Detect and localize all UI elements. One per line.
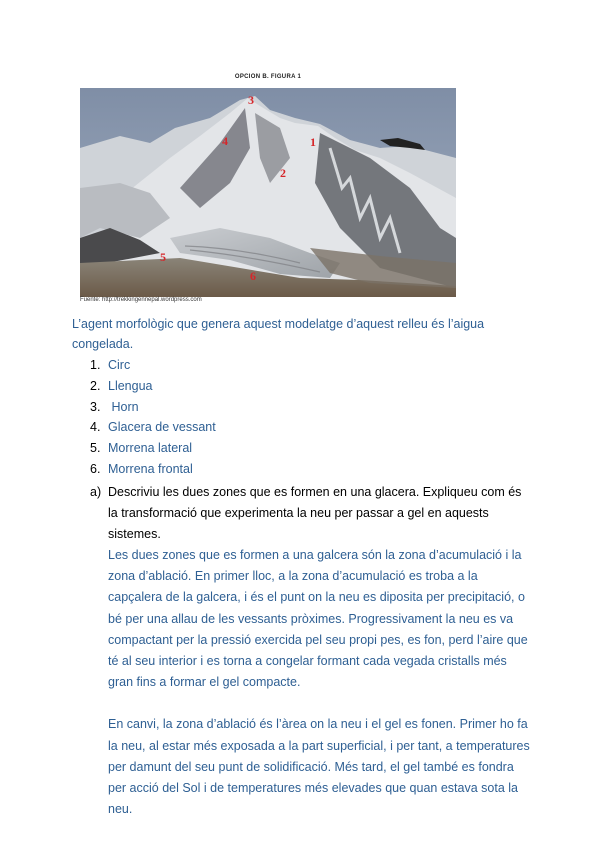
question-number: a) <box>90 485 102 499</box>
list-label: Horn <box>108 399 139 414</box>
list-label: Morrena lateral <box>108 441 193 456</box>
list-label: Glacera de vessant <box>108 420 216 435</box>
list-number: 1. <box>90 358 101 372</box>
list-number: 2. <box>90 378 101 393</box>
marker-1: 1 <box>310 135 316 149</box>
list-number: 3. <box>90 399 101 414</box>
glacier-photo <box>80 88 456 297</box>
marker-6: 6 <box>250 269 256 283</box>
marker-5: 5 <box>160 250 166 264</box>
intro-paragraph: L’agent morfològic que genera aquest modelatge d’aquest relleu és l’aigua congelada. <box>72 317 485 351</box>
list-item <box>90 355 216 376</box>
question-text: Descriviu les dues zones que es formen en una glacera. Expliqueu com és la transformació que experimenta la neu per passar a gel en aquests sistemes. <box>108 485 522 541</box>
marker-4: 4 <box>222 134 228 148</box>
list-number: 5. <box>90 441 101 456</box>
list-label: Circ <box>108 358 131 372</box>
list-item <box>90 376 216 397</box>
marker-3: 3 <box>248 93 254 107</box>
list-number: 4. <box>90 420 101 435</box>
list-number: 6. <box>90 461 101 476</box>
figure-title: OPCION B. FIGURA 1 <box>234 74 302 80</box>
list-item <box>90 417 216 438</box>
list-item <box>90 459 216 480</box>
answer-paragraph-2: En canvi, la zona d’ablació és l’àrea on la neu i el gel es fonen. Primer ho fa la neu, al estar més exposada a la part superficial, i per tant, a temperatures per damunt del seu punt de solidificació. Més tard, el gel també es fondra per acció del Sol i de temperatures més elevades que quan estava sota la neu. <box>108 717 530 817</box>
question-block <box>90 482 530 820</box>
marker-2: 2 <box>280 166 286 180</box>
list-item <box>90 397 216 418</box>
figure-source: Fuente: http://trekkingennepal.wordpress.com <box>80 297 202 303</box>
list-label: Llengua <box>108 378 153 393</box>
list-label: Morrena frontal <box>108 461 193 476</box>
answer-paragraph-1: Les dues zones que es formen a una galcera són la zona d’acumulació i la zona d’ablació. En primer lloc, a la zona d’acumulació es troba a la capçalera de la galcera, i és el punt on la neu es diposita per precipitació, o bé per una allau de les vessants pròximes. Progressivament la neu es va compactant per la pressió exercida pel seu propi pes, es fon, perd l’aire que té al seu interior i es torna a congelar formant cada vegada cristalls més gran fins a formar el gel compacte. <box>108 548 528 690</box>
feature-list <box>90 355 216 480</box>
list-item <box>90 438 216 459</box>
